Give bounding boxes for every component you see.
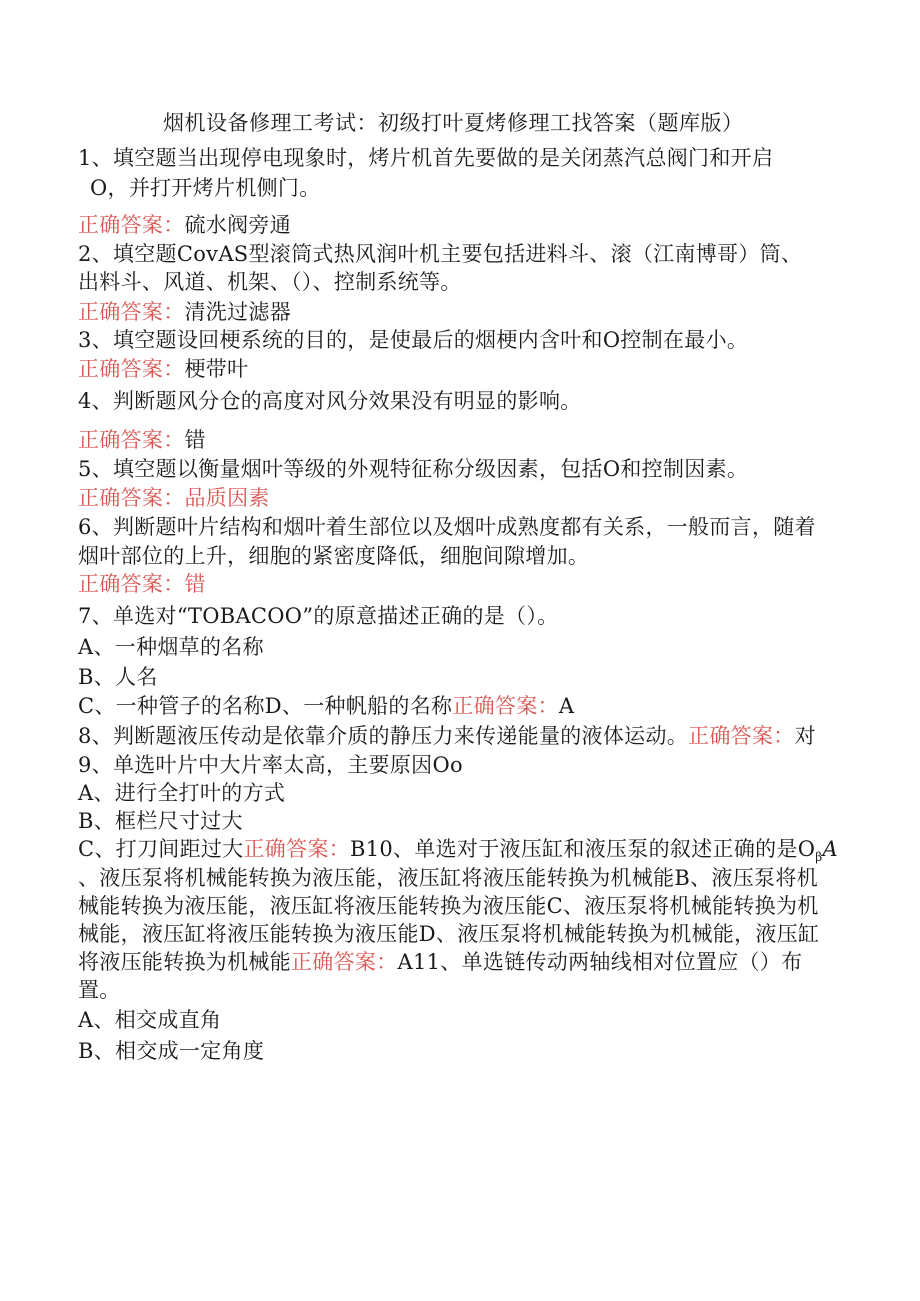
q1-line-1: 1、填空题当出现停电现象时，烤片机首先要做的是关闭蒸汽总阀门和开启	[78, 146, 774, 170]
q2-line-1: 2、填空题CovAS型滚筒式热风润叶机主要包括进料斗、滚（江南博哥）筒、	[78, 242, 803, 266]
q11-line-2: 置。	[78, 978, 121, 1002]
answer-value: 清洗过滤器	[184, 300, 291, 324]
q10-line-1: 10、单选对于液压缸和液压泵的叙述正确的是O	[365, 837, 816, 861]
q9-line-1: 9、单选叶片中大片率太高，主要原因Oo	[78, 753, 463, 777]
answer-value: 错	[184, 572, 206, 596]
q11-option-b: B、相交成一定角度	[78, 1039, 265, 1063]
q6-answer	[78, 568, 206, 598]
q10-line-5: 将液压能转换为机械能	[78, 950, 291, 974]
answer-label: 正确答案：	[78, 428, 185, 452]
answer-value: A	[558, 694, 575, 718]
answer-label: 正确答案：	[78, 357, 185, 381]
q11-option-a: A、相交成直角	[78, 1008, 222, 1032]
q9-option-c-answer-q10	[78, 833, 838, 864]
q3-answer	[78, 353, 248, 383]
q10-line-5-answer-q11	[78, 946, 802, 976]
q4-line-1: 4、判断题风分仓的高度对风分效果没有明显的影响。	[78, 389, 582, 413]
q7-option-a: A、一种烟草的名称	[78, 635, 264, 659]
q10-line-2: 、液压泵将机械能转换为液压能，液压缸将液压能转换为机械能B、液压泵将机	[78, 866, 818, 890]
q6-line-1: 6、判断题叶片结构和烟叶着生部位以及烟叶成熟度都有关系，一般而言，随着	[78, 515, 816, 539]
answer-label: 正确答案：	[688, 724, 795, 748]
answer-label: 正确答案：	[291, 950, 398, 974]
q7-option-b: B、人名	[78, 665, 158, 689]
answer-label: 正确答案：	[452, 694, 559, 718]
q2-line-2: 出料斗、风道、机架、（）、控制系统等。	[78, 270, 462, 294]
q9-option-c: C、打刀间距过大	[78, 837, 244, 861]
answer-label: 正确答案：	[78, 300, 185, 324]
q1-answer	[78, 209, 291, 239]
answer-value: 品质因素	[184, 486, 270, 510]
answer-value: A	[397, 950, 413, 974]
document-title: 烟机设备修理工考试：初级打叶夏烤修理工找答案（题库版）	[163, 111, 744, 135]
q1-line-2: O，并打开烤片机侧门。	[90, 176, 321, 200]
answer-value: 错	[184, 428, 206, 452]
q6-line-2: 烟叶部位的上升，细胞的紧密度降低，细胞间隙增加。	[78, 544, 590, 568]
q7-line-1: 7、单选对“TOBACOO”的原意描述正确的是（）。	[78, 604, 559, 628]
q4-answer	[78, 424, 206, 454]
q10-subscript: β	[815, 850, 823, 865]
q10-line-1b: A	[822, 837, 838, 861]
q3-line-1: 3、填空题设回梗系统的目的，是使最后的烟梗内含叶和O控制在最小。	[78, 328, 749, 352]
answer-value: B	[349, 837, 366, 861]
q9-option-a: A、进行全打叶的方式	[78, 781, 286, 805]
q7-option-cd: C、一种管子的名称D、一种帆船的名称	[78, 694, 453, 718]
q11-line-1: 11、单选链传动两轴线相对位置应（）布	[412, 950, 803, 974]
q5-answer	[78, 482, 270, 512]
q10-line-4: 械能，液压缸将液压能转换为液压能D、液压泵将机械能转换为机械能，液压缸	[78, 922, 820, 946]
q10-line-3: 械能转换为液压能，液压缸将液压能转换为液压能C、液压泵将机械能转换为机	[78, 894, 819, 918]
answer-value: 对	[794, 724, 816, 748]
q5-line-1: 5、填空题以衡量烟叶等级的外观特征称分级因素，包括O和控制因素。	[78, 457, 749, 481]
q8-line-1: 8、判断题液压传动是依靠介质的静压力来传递能量的液体运动。	[78, 724, 689, 748]
answer-label: 正确答案：	[78, 572, 185, 596]
q8-line-answer	[78, 720, 816, 750]
answer-label: 正确答案：	[78, 486, 185, 510]
answer-value: 硫水阀旁通	[184, 213, 291, 237]
q7-option-cd-answer	[78, 690, 574, 720]
q2-answer	[78, 296, 291, 326]
answer-label: 正确答案：	[243, 837, 350, 861]
q9-option-b: B、框栏尺寸过大	[78, 809, 243, 833]
answer-value: 梗带叶	[184, 357, 249, 381]
answer-label: 正确答案：	[78, 213, 185, 237]
